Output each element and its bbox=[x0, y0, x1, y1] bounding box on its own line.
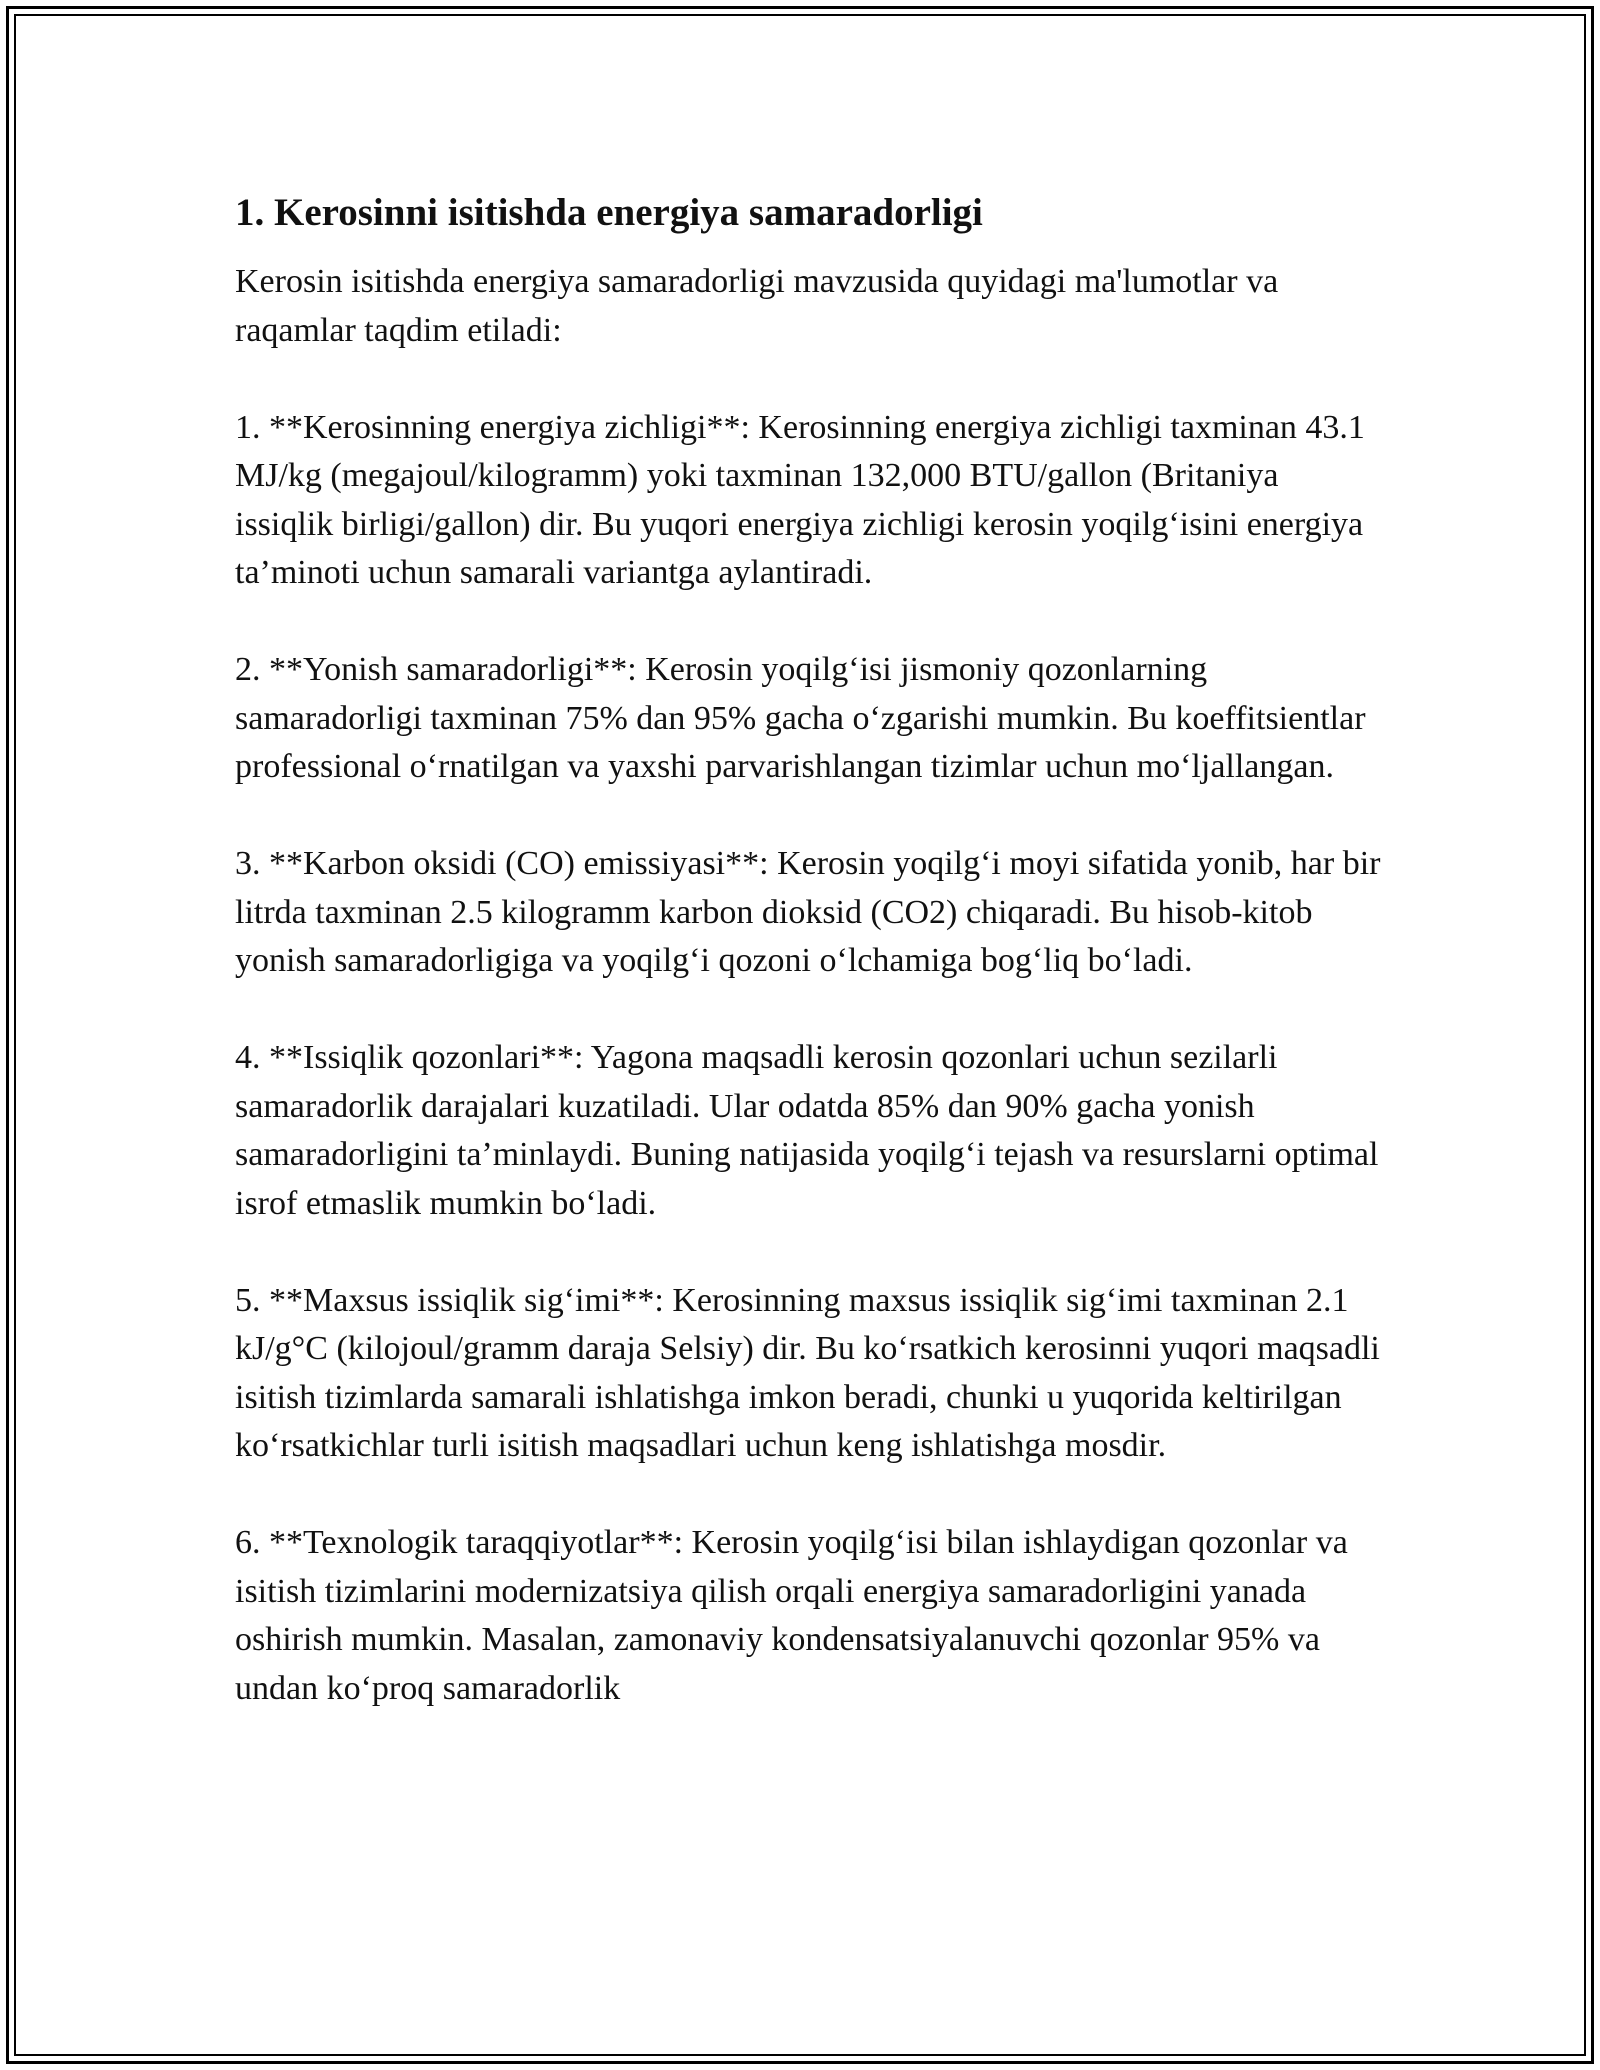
item-energy-density: 1. **Kerosinning energiya zichligi**: Kerosinning energiya zichligi taxminan 43.1 MJ/kg (megajoul/kilogramm) yoki taxminan 132,000 BTU/gallon (Britaniya issiqlik birligi/gallon) dir. Bu yuqori energiya zichligi kerosin yoqilg‘isini energiya ta’minoti uchun samarali variantga aylantiradi. bbox=[235, 408, 1365, 591]
item-combustion-efficiency: 2. **Yonish samaradorligi**: Kerosin yoqilg‘isi jismoniy qozonlarning samaradorligi taxminan 75% dan 95% gacha o‘zgarishi mumkin. Bu koeffitsientlar professional o‘rnatilgan va yaxshi parvarishlangan tizimlar uchun mo‘ljallangan. bbox=[235, 651, 1366, 785]
item-co-emission: 3. **Karbon oksidi (CO) emissiyasi**: Kerosin yoqilg‘i moyi sifatida yonib, har bir litrda taxminan 2.5 kilogramm karbon dioksid (CO2) chiqaradi. Bu hisob-kitob yonish samaradorligiga va yoqilg‘i qozoni o‘lchamiga bog‘liq bo‘ladi. bbox=[235, 845, 1381, 979]
intro-paragraph: Kerosin isitishda energiya samaradorligi mavzusida quyidagi ma'lumotlar va raqamlar taqdim etiladi: bbox=[235, 263, 1279, 349]
item-specific-heat: 5. **Maxsus issiqlik sig‘imi**: Kerosinning maxsus issiqlik sig‘imi taxminan 2.1 kJ/g°C (kilojoul/gramm daraja Selsiy) dir. Bu ko‘rsatkich kerosinni yuqori maqsadli isitish tizimlarda samarali ishlatishga imkon beradi, chunki u yuqorida keltirilgan ko‘rsatkichlar turli isitish maqsadlari uchun keng ishlatishga mosdir. bbox=[235, 1281, 1380, 1464]
item-heat-boilers: 4. **Issiqlik qozonlari**: Yagona maqsadli kerosin qozonlari uchun sezilarli samaradorlik darajalari kuzatiladi. Ular odatda 85% dan 90% gacha yonish samaradorligini ta’minlaydi. Buning natijasida yoqilg‘i tejash va resurslarni optimal isrof etmaslik mumkin bo‘ladi. bbox=[235, 1039, 1379, 1222]
item-tech-advances: 6. **Texnologik taraqqiyotlar**: Kerosin yoqilg‘isi bilan ishlaydigan qozonlar va isitish tizimlarini modernizatsiya qilish orqali energiya samaradorligini yanada oshirish mumkin. Masalan, zamonaviy kondensatsiyalanuvchi qozonlar 95% va undan ko‘proq samaradorlik bbox=[235, 1524, 1348, 1707]
document-body bbox=[235, 186, 1385, 1762]
document-title: 1. Kerosinni isitishda energiya samaradorligi bbox=[235, 191, 983, 234]
